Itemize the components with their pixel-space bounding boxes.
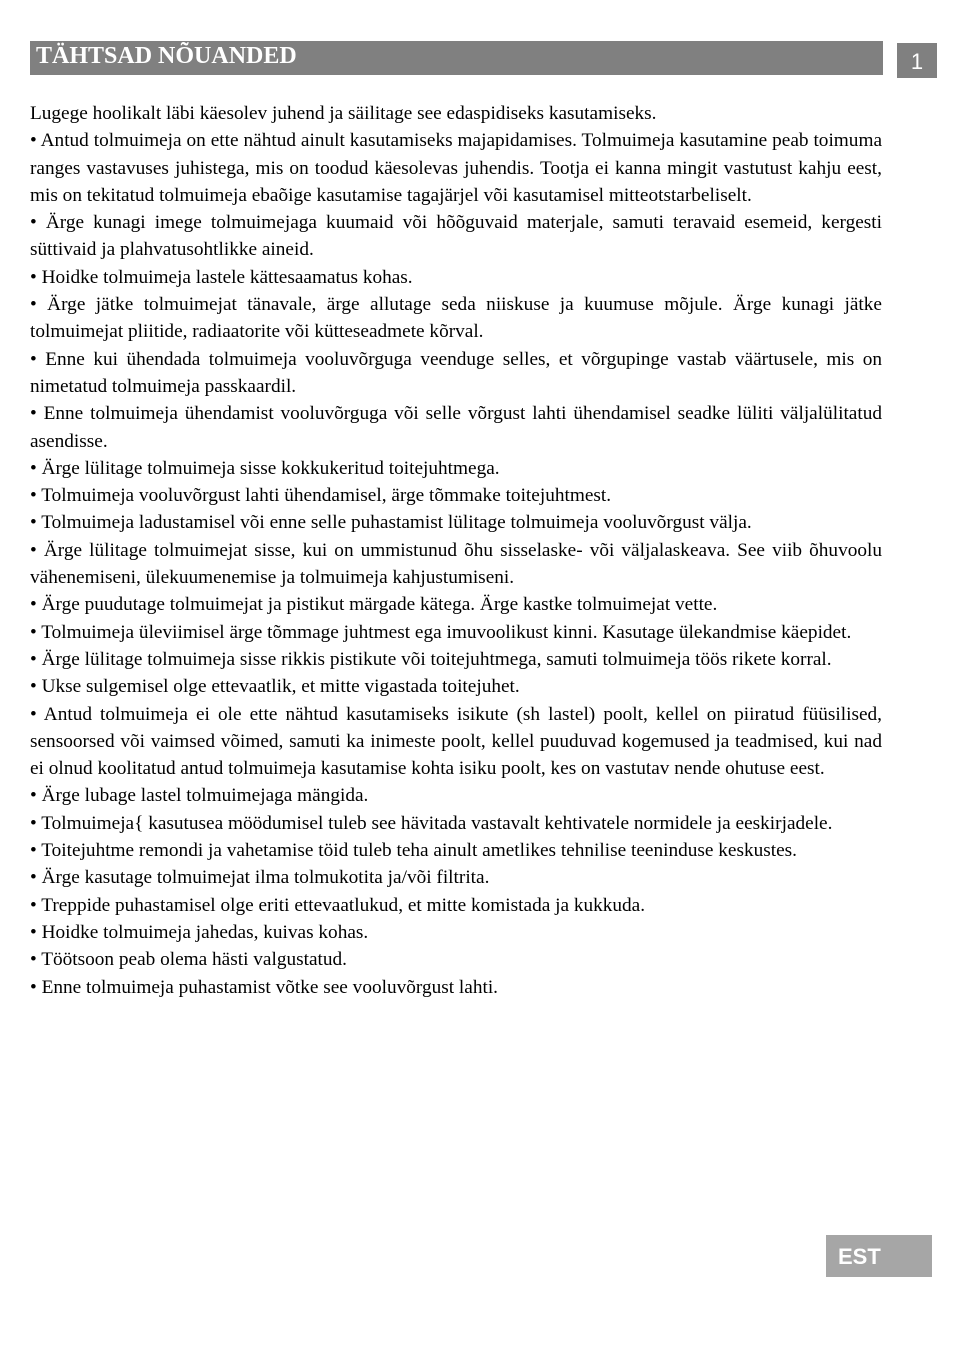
list-item: • Enne tolmuimeja ühendamist vooluvõrguga või selle võrgust lahti ühendamisel seadke lüliti väljalülitatud asendisse. [30,403,882,452]
instructions-body [30,100,882,1001]
list-item: • Ärge kasutage tolmuimejat ilma tolmukotita ja/või filtrita. [30,867,490,889]
section-title: TÄHTSAD NÕUANDED [36,43,297,69]
list-item: • Ärge kunagi imege tolmuimejaga kuumaid või hõõguvaid materjale, samuti teravaid esemeid, kergesti süttivaid ja plahvatusohtlikke aineid. [30,212,882,261]
list-item: • Ärge lubage lastel tolmuimejaga mängida. [30,785,369,807]
intro-paragraph: Lugege hoolikalt läbi käesolev juhend ja säilitage see edaspidiseks kasutamiseks. [30,103,657,124]
list-item: • Ärge lülitage tolmuimeja sisse rikkis pistikute või toitejuhtmega, samuti tolmuimeja töös rikete korral. [30,648,832,670]
list-item: • Ärge jätke tolmuimejat tänavale, ärge allutage seda niiskuse ja kuumuse mõjule. Ärge kunagi jätke tolmuimejat pliitide, radiaatorite või kütteseadmete kõrval. [30,294,882,343]
list-item: • Enne tolmuimeja puhastamist võtke see vooluvõrgust lahti. [30,976,499,998]
list-item: • Ukse sulgemisel olge ettevaatlik, et mitte vigastada toitejuhet. [30,676,520,698]
list-item: • Toitejuhtme remondi ja vahetamise töid tuleb teha ainult ametlikes tehnilise teeninduse keskustes. [30,840,798,862]
language-badge [826,1235,932,1277]
list-item: • Antud tolmuimeja on ette nähtud ainult kasutamiseks majapidamises. Tolmuimeja kasutamine peab toimuma ranges vastavuses juhistega, mis on toodud käesolevas juhendis. Tootja ei kanna mingit vastutust kahju eest, mis on tekitatud tolmuimeja ebaõige kasutamise tagajärjel või kasutamisel mitteotstarbeliselt. [30,130,882,206]
list-item: • Ärge lülitage tolmuimeja sisse kokkukeritud toitejuhtmega. [30,457,500,479]
language-code: EST [838,1244,881,1269]
list-item: • Hoidke tolmuimeja lastele kättesaamatus kohas. [30,266,413,288]
page-number-box [897,43,937,78]
list-item: • Enne kui ühendada tolmuimeja vooluvõrguga veenduge selles, et võrgupinge vastab väärtusele, mis on nimetatud tolmuimeja passkaardil. [30,348,882,397]
list-item: • Tolmuimeja vooluvõrgust lahti ühendamisel, ärge tõmmake toitejuhtmest. [30,485,612,507]
list-item: • Tolmuimeja ladustamisel või enne selle puhastamist lülitage tolmuimeja vooluvõrgust välja. [30,512,752,534]
list-item: • Treppide puhastamisel olge eriti ettevaatlukud, et mitte komistada ja kukkuda. [30,894,646,916]
list-item: • Hoidke tolmuimeja jahedas, kuivas kohas. [30,921,369,943]
list-item: • Tolmuimeja{ kasutusea möödumisel tuleb see hävitada vastavalt kehtivatele normidele ja eeskirjadele. [30,812,833,834]
section-header-bar [30,41,883,75]
list-item: • Antud tolmuimeja ei ole ette nähtud kasutamiseks isikute (sh lastel) poolt, kellel on piiratud füüsilised, sensoorsed või vaimsed võimed, samuti ka inimeste poolt, kellel puuduvad kogemused ja teadmised, kui nad ei olnud koolitatud antud tolmuimeja kasutamise kohta isiku poolt, kes on vastutav nende ohutuse eest. [30,703,882,780]
page-number: 1 [910,49,924,74]
list-item: • Ärge lülitage tolmuimejat sisse, kui on ummistunud õhu sisselaske- või väljalaskeava. See viib õhuvoolu vähenemiseni, ülekuumenemise ja tolmuimeja kahjustumiseni. [30,539,882,589]
list-item: • Tolmuimeja üleviimisel ärge tõmmage juhtmest ega imuvoolikust kinni. Kasutage ülekandmise käepidet. [30,621,852,643]
list-item: • Ärge puudutage tolmuimejat ja pistikut märgade kätega. Ärge kastke tolmuimejat vette. [30,594,718,616]
list-item: • Töötsoon peab olema hästi valgustatud. [30,949,347,971]
